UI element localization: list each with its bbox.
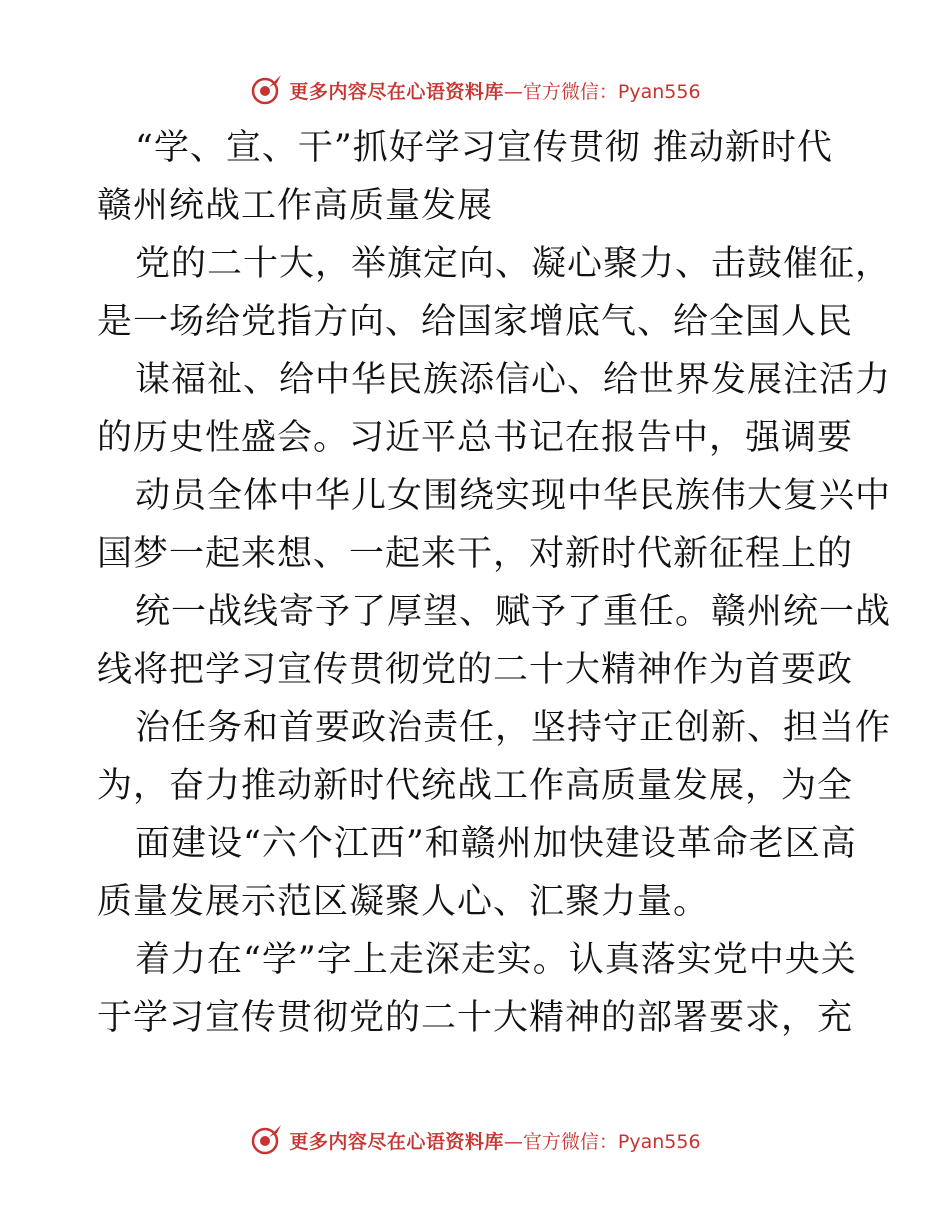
quill-logo-icon — [249, 1123, 283, 1157]
body-line: 统一战线寄予了厚望、赋予了重任。赣州统一战 — [135, 592, 892, 632]
header-watermark — [0, 70, 950, 110]
footer-watermark — [0, 1120, 950, 1160]
body-line: 为，奋力推动新时代统战工作高质量发展，为全 — [97, 766, 854, 806]
title-line-2: 赣州统战工作高质量发展 — [97, 186, 494, 226]
watermark-contact: —官方微信：Pyan556 — [503, 80, 701, 103]
watermark-brand: 更多内容尽在心语资料库 — [289, 80, 504, 103]
body-line: 面建设“六个江西”和赣州加快建设革命老区高 — [135, 824, 857, 864]
body-line: 谋福祉、给中华民族添信心、给世界发展注活力 — [135, 360, 892, 400]
watermark-contact: —官方微信：Pyan556 — [503, 1130, 701, 1153]
body-line: 线将把学习宣传贯彻党的二十大精神作为首要政 — [97, 650, 854, 690]
body-line: 是一场给党指方向、给国家增底气、给全国人民 — [97, 302, 854, 342]
watermark-brand: 更多内容尽在心语资料库 — [289, 1130, 504, 1153]
body-line: 于学习宣传贯彻党的二十大精神的部署要求，充 — [97, 998, 854, 1038]
body-line: 质量发展示范区凝聚人心、汇聚力量。 — [97, 882, 710, 922]
title-line-1: “学、宣、干”抓好学习宣传贯彻 推动新时代 — [135, 128, 833, 168]
body-line: 的历史性盛会。习近平总书记在报告中，强调要 — [97, 418, 854, 458]
body-line: 治任务和首要政治责任，坚持守正创新、担当作 — [135, 708, 892, 748]
quill-logo-icon — [249, 73, 283, 107]
body-line: 党的二十大，举旗定向、凝心聚力、击鼓催征， — [135, 244, 892, 284]
body-line: 动员全体中华儿女围绕实现中华民族伟大复兴中 — [135, 476, 892, 516]
body-line: 国梦一起来想、一起来干，对新时代新征程上的 — [97, 534, 854, 574]
body-line: 着力在“学”字上走深走实。认真落实党中央关 — [135, 940, 857, 980]
